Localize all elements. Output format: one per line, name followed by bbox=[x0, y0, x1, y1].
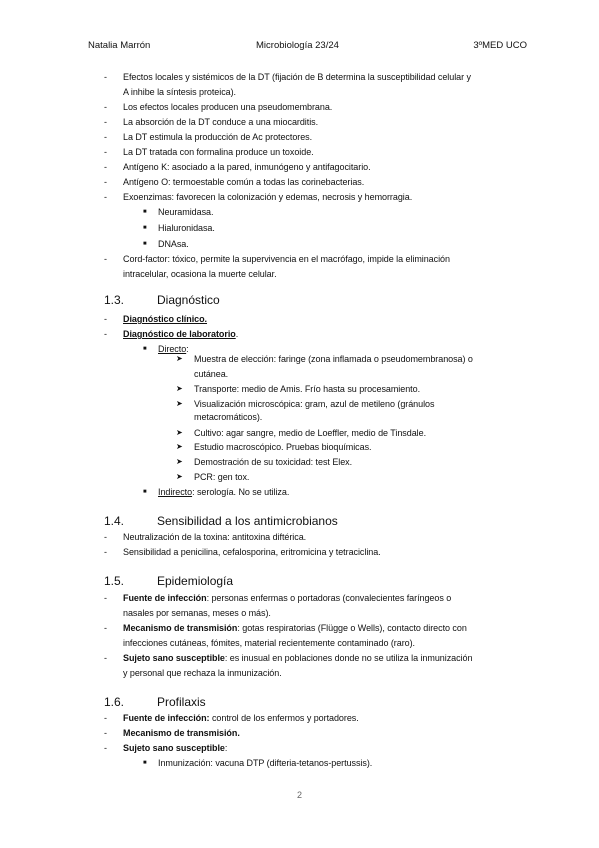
list-dash: - bbox=[104, 72, 107, 82]
arrow-bullet-icon: ➤ bbox=[176, 428, 183, 437]
arrow-bullet-icon: ➤ bbox=[176, 457, 183, 466]
square-bullet-icon: ■ bbox=[143, 241, 147, 247]
list-dash: - bbox=[104, 147, 107, 157]
list-item: La DT tratada con formalina produce un toxoide. bbox=[123, 147, 314, 157]
list-item-continuation: A inhibe la síntesis proteica). bbox=[123, 87, 237, 97]
list-item-continuation: intracelular, ocasiona la muerte celular. bbox=[123, 269, 277, 279]
list-item-continuation: y personal que rechaza la inmunización. bbox=[123, 668, 282, 678]
list-item: Cultivo: agar sangre, medio de Loeffler, medio de Tinsdale. bbox=[194, 428, 427, 438]
list-item: Sensibilidad a penicilina, cefalosporina, eritromicina y tetraciclina. bbox=[123, 547, 381, 557]
list-item: Hialuronidasa. bbox=[158, 223, 215, 233]
section-title: Sensibilidad a los antimicrobianos bbox=[157, 514, 338, 528]
list-item: Antígeno O: termoestable común a todas las corinebacterias. bbox=[123, 177, 365, 187]
list-dash: - bbox=[104, 713, 107, 723]
list-item-continuation: infecciones cutáneas, fómites, material recientemente contaminado (raro). bbox=[123, 638, 415, 648]
list-item: La absorción de la DT conduce a una miocarditis. bbox=[123, 117, 319, 127]
list-item: Transporte: medio de Amis. Frío hasta su procesamiento. bbox=[194, 384, 421, 394]
list-item: Muestra de elección: faringe (zona inflamada o pseudomembranosa) o bbox=[194, 354, 473, 364]
list-dash: - bbox=[104, 593, 107, 603]
list-item: Neuramidasa. bbox=[158, 207, 214, 217]
section-title: Profilaxis bbox=[157, 695, 206, 709]
list-item: Estudio macroscópico. Pruebas bioquímicas. bbox=[194, 442, 372, 452]
list-dash: - bbox=[104, 728, 107, 738]
list-dash: - bbox=[104, 254, 107, 264]
list-item: Cord-factor: tóxico, permite la supervivencia en el macrófago, impide la eliminación bbox=[123, 254, 450, 264]
arrow-bullet-icon: ➤ bbox=[176, 442, 183, 451]
list-item: Antígeno K: asociado a la pared, inmunógeno y antifagocitario. bbox=[123, 162, 371, 172]
list-dash: - bbox=[104, 532, 107, 542]
list-item: Directo: bbox=[158, 344, 189, 354]
list-dash: - bbox=[104, 329, 107, 339]
section-number: 1.3. bbox=[104, 293, 125, 307]
list-dash: - bbox=[104, 132, 107, 142]
list-item: Fuente de infección: control de los enfermos y portadores. bbox=[123, 713, 359, 723]
list-item: Mecanismo de transmisión. bbox=[123, 728, 240, 738]
list-dash: - bbox=[104, 177, 107, 187]
arrow-bullet-icon: ➤ bbox=[176, 384, 183, 393]
header-author: Natalia Marrón bbox=[88, 40, 151, 51]
list-dash: - bbox=[104, 743, 107, 753]
list-item: Visualización microscópica: gram, azul de metileno (gránulos bbox=[194, 399, 435, 409]
list-item: Los efectos locales producen una pseudomembrana. bbox=[123, 102, 333, 112]
list-item: Inmunización: vacuna DTP (difteria-tetanos-pertussis). bbox=[158, 758, 373, 768]
list-item: Demostración de su toxicidad: test Elex. bbox=[194, 457, 353, 467]
square-bullet-icon: ■ bbox=[143, 489, 147, 495]
list-dash: - bbox=[104, 653, 107, 663]
section-title: Diagnóstico bbox=[157, 293, 220, 307]
list-item-continuation: nasales por semanas, meses o más). bbox=[123, 608, 271, 618]
list-item: Diagnóstico de laboratorio. bbox=[123, 329, 239, 339]
section-number: 1.4. bbox=[104, 514, 125, 528]
list-item: DNAsa. bbox=[158, 239, 189, 249]
section-number: 1.6. bbox=[104, 695, 125, 709]
square-bullet-icon: ■ bbox=[143, 346, 147, 352]
list-dash: - bbox=[104, 314, 107, 324]
list-item: Diagnóstico clínico. bbox=[123, 314, 208, 324]
list-item: Fuente de infección: personas enfermas o portadoras (convalecientes faríngeos o bbox=[123, 593, 452, 603]
list-item: La DT estimula la producción de Ac protectores. bbox=[123, 132, 313, 142]
header-course: 3ºMED UCO bbox=[473, 40, 527, 51]
square-bullet-icon: ■ bbox=[143, 209, 147, 215]
list-item-continuation: cutánea. bbox=[194, 369, 229, 379]
list-item: Indirecto: serología. No se utiliza. bbox=[158, 487, 290, 497]
list-dash: - bbox=[104, 547, 107, 557]
header-subject: Microbiología 23/24 bbox=[256, 40, 339, 51]
list-item: Neutralización de la toxina: antitoxina diftérica. bbox=[123, 532, 307, 542]
list-dash: - bbox=[104, 117, 107, 127]
list-item: PCR: gen tox. bbox=[194, 472, 250, 482]
arrow-bullet-icon: ➤ bbox=[176, 354, 183, 363]
list-item: Exoenzimas: favorecen la colonización y edemas, necrosis y hemorragia. bbox=[123, 192, 413, 202]
list-item-continuation: metacromáticos). bbox=[194, 412, 263, 422]
list-dash: - bbox=[104, 102, 107, 112]
list-dash: - bbox=[104, 192, 107, 202]
arrow-bullet-icon: ➤ bbox=[176, 399, 183, 408]
list-item: Efectos locales y sistémicos de la DT (fijación de B determina la susceptibilidad celular y bbox=[123, 72, 471, 82]
section-title: Epidemiología bbox=[157, 574, 234, 588]
list-dash: - bbox=[104, 162, 107, 172]
square-bullet-icon: ■ bbox=[143, 760, 147, 766]
square-bullet-icon: ■ bbox=[143, 225, 147, 231]
list-item: Sujeto sano susceptible: es inusual en poblaciones donde no se utiliza la inmunización bbox=[123, 653, 473, 663]
arrow-bullet-icon: ➤ bbox=[176, 472, 183, 481]
list-item: Sujeto sano susceptible: bbox=[123, 743, 228, 753]
page-number: 2 bbox=[296, 790, 302, 800]
list-dash: - bbox=[104, 623, 107, 633]
list-item: Mecanismo de transmisión: gotas respiratorias (Flügge o Wells), contacto directo con bbox=[123, 623, 467, 633]
section-number: 1.5. bbox=[104, 574, 125, 588]
